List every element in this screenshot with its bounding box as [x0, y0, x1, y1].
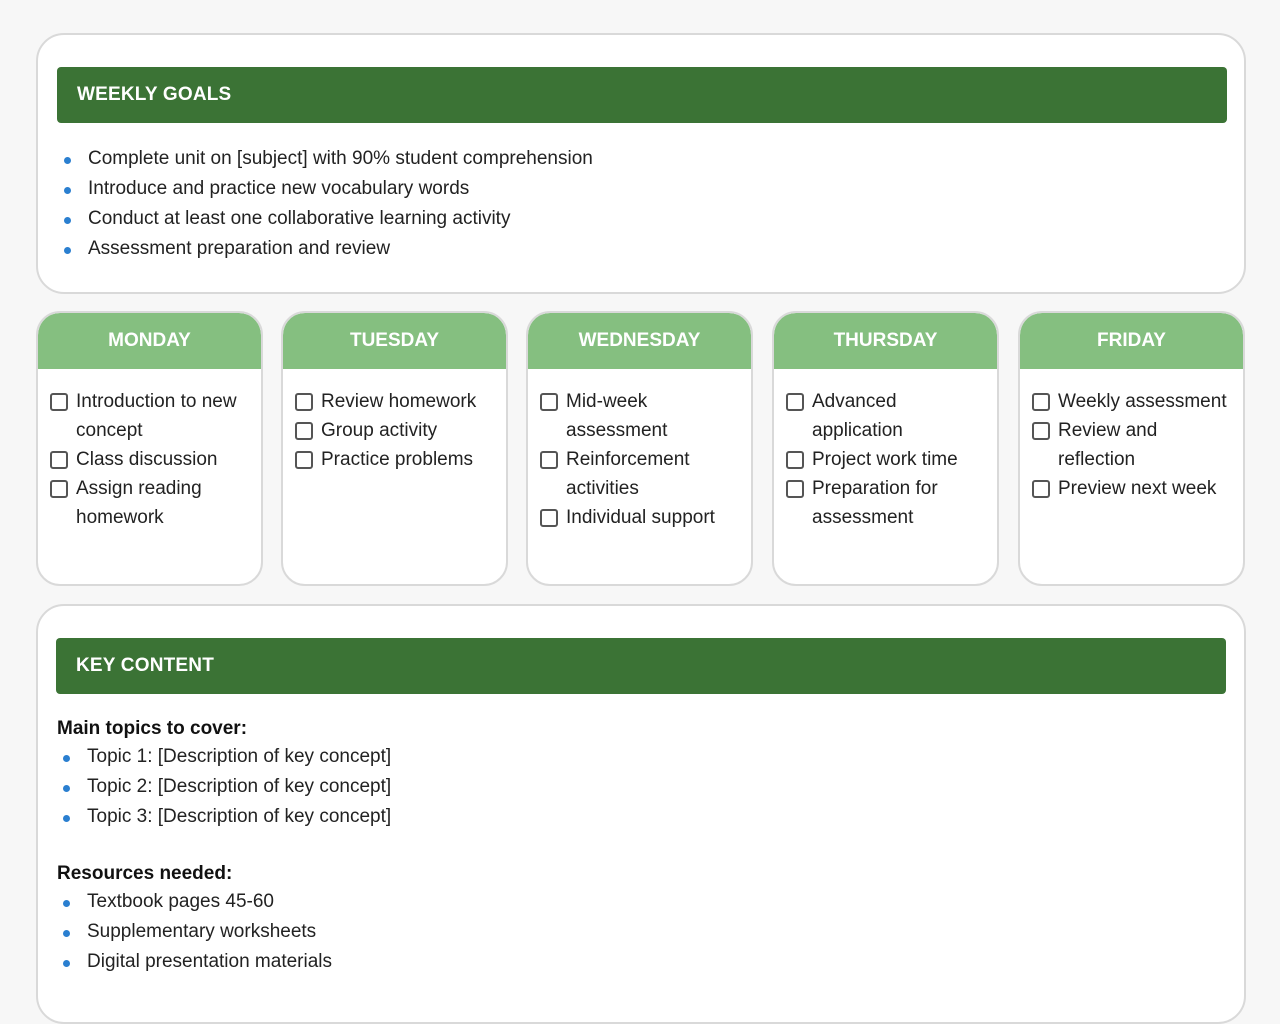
checkbox[interactable] — [540, 393, 558, 411]
task-label: Reinforcement activities — [566, 449, 690, 499]
list-item — [37, 917, 332, 947]
task-item — [283, 445, 506, 474]
key-content-card — [36, 604, 1246, 1024]
list-item — [38, 144, 593, 174]
task-item — [528, 503, 751, 532]
day-header: THURSDAY — [774, 313, 997, 369]
task-label: Preview next week — [1058, 478, 1217, 499]
topics-list — [37, 742, 391, 832]
topic-text: Topic 1: [Description of key concept] — [87, 746, 392, 767]
task-list — [283, 369, 506, 474]
checkbox[interactable] — [50, 451, 68, 469]
weekly-goals-card — [36, 33, 1246, 294]
task-item — [1020, 474, 1243, 503]
resources-list — [37, 887, 332, 977]
bullet-icon — [64, 247, 71, 254]
task-label: Project work time — [812, 449, 958, 470]
task-label: Review homework — [321, 391, 477, 412]
task-label: Preparation for assessment — [812, 478, 938, 528]
resource-text: Supplementary worksheets — [87, 921, 317, 942]
list-item — [37, 802, 391, 832]
task-item — [1020, 416, 1243, 474]
bullet-icon — [63, 785, 70, 792]
task-item — [528, 445, 751, 503]
topic-text: Topic 2: [Description of key concept] — [87, 776, 392, 797]
day-card-monday — [36, 311, 263, 586]
goal-text: Complete unit on [subject] with 90% student comprehension — [88, 148, 593, 169]
task-item — [528, 387, 751, 445]
task-list — [38, 369, 261, 532]
checkbox[interactable] — [786, 480, 804, 498]
weekly-goals-list — [38, 144, 593, 264]
task-item — [38, 445, 261, 474]
day-header: TUESDAY — [283, 313, 506, 369]
task-label: Group activity — [321, 420, 438, 441]
list-item — [38, 234, 593, 264]
task-item — [774, 445, 997, 474]
checkbox[interactable] — [50, 480, 68, 498]
bullet-icon — [63, 755, 70, 762]
task-label: Assign reading homework — [76, 478, 202, 528]
checkbox[interactable] — [1032, 480, 1050, 498]
topics-label: Main topics to cover: — [57, 718, 248, 739]
task-item — [38, 387, 261, 445]
list-item — [38, 174, 593, 204]
task-item — [283, 416, 506, 445]
checkbox[interactable] — [295, 451, 313, 469]
goal-text: Conduct at least one collaborative learning activity — [88, 208, 511, 229]
list-item — [37, 742, 391, 772]
key-content-header: KEY CONTENT — [56, 638, 1226, 694]
resource-text: Textbook pages 45-60 — [87, 891, 274, 912]
checkbox[interactable] — [1032, 393, 1050, 411]
goal-text: Assessment preparation and review — [88, 238, 391, 259]
task-item — [774, 474, 997, 532]
task-label: Individual support — [566, 507, 715, 528]
task-list — [1020, 369, 1243, 503]
list-item — [37, 772, 391, 802]
bullet-icon — [64, 187, 71, 194]
day-card-tuesday — [281, 311, 508, 586]
day-header: MONDAY — [38, 313, 261, 369]
task-label: Mid-week assessment — [566, 391, 668, 441]
checkbox[interactable] — [540, 509, 558, 527]
task-item — [1020, 387, 1243, 416]
checkbox[interactable] — [786, 451, 804, 469]
day-card-thursday — [772, 311, 999, 586]
task-label: Advanced application — [812, 391, 903, 441]
task-label: Practice problems — [321, 449, 474, 470]
bullet-icon — [63, 815, 70, 822]
task-item — [283, 387, 506, 416]
checkbox[interactable] — [295, 422, 313, 440]
checkbox[interactable] — [1032, 422, 1050, 440]
checkbox[interactable] — [295, 393, 313, 411]
list-item — [38, 204, 593, 234]
task-item — [774, 387, 997, 445]
weekly-goals-header: WEEKLY GOALS — [57, 67, 1227, 123]
goal-text: Introduce and practice new vocabulary words — [88, 178, 470, 199]
resources-label: Resources needed: — [57, 863, 233, 884]
list-item — [37, 887, 332, 917]
day-header: WEDNESDAY — [528, 313, 751, 369]
topic-text: Topic 3: [Description of key concept] — [87, 806, 392, 827]
task-item — [38, 474, 261, 532]
task-label: Weekly assessment — [1058, 391, 1227, 412]
bullet-icon — [63, 960, 70, 967]
task-label: Class discussion — [76, 449, 218, 470]
bullet-icon — [63, 930, 70, 937]
task-list — [528, 369, 751, 532]
day-card-wednesday — [526, 311, 753, 586]
bullet-icon — [63, 900, 70, 907]
task-label: Review and reflection — [1058, 420, 1158, 470]
task-label: Introduction to new concept — [76, 391, 237, 441]
checkbox[interactable] — [540, 451, 558, 469]
bullet-icon — [64, 217, 71, 224]
list-item — [37, 947, 332, 977]
day-header: FRIDAY — [1020, 313, 1243, 369]
day-card-friday — [1018, 311, 1245, 586]
bullet-icon — [64, 157, 71, 164]
resource-text: Digital presentation materials — [87, 951, 333, 972]
checkbox[interactable] — [786, 393, 804, 411]
checkbox[interactable] — [50, 393, 68, 411]
task-list — [774, 369, 997, 532]
